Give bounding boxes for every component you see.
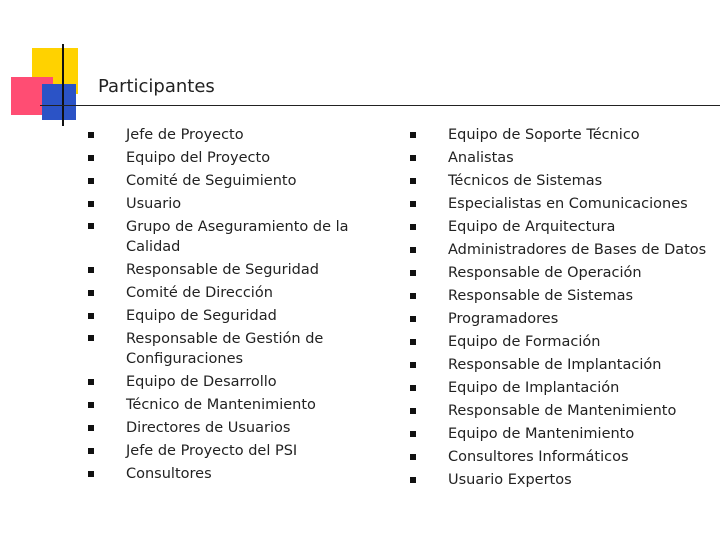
list-item: Equipo de Arquitectura [410,216,710,239]
slide-logo-decoration [0,0,120,130]
square-bullet-icon [410,270,416,276]
square-bullet-icon [88,201,94,207]
list-item: Grupo de Aseguramiento de la Calidad [88,216,358,259]
list-item: Equipo de Mantenimiento [410,423,710,446]
list-item: Analistas [410,147,710,170]
list-item: Responsable de Implantación [410,354,710,377]
square-bullet-icon [410,454,416,460]
right-participant-list [410,124,710,492]
list-item: Administradores de Bases de Datos [410,239,710,262]
logo-blue-square [42,84,76,120]
list-item: Directores de Usuarios [88,417,358,440]
list-item: Comité de Dirección [88,282,358,305]
square-bullet-icon [410,247,416,253]
list-item: Responsable de Mantenimiento [410,400,710,423]
list-item: Equipo de Formación [410,331,710,354]
square-bullet-icon [88,425,94,431]
square-bullet-icon [410,362,416,368]
square-bullet-icon [88,335,94,341]
square-bullet-icon [410,339,416,345]
list-item: Responsable de Sistemas [410,285,710,308]
logo-vertical-line [62,44,64,126]
square-bullet-icon [410,155,416,161]
square-bullet-icon [88,223,94,229]
list-item: Equipo de Seguridad [88,305,358,328]
square-bullet-icon [410,385,416,391]
list-item: Equipo de Implantación [410,377,710,400]
slide-title: Participantes [98,76,215,97]
square-bullet-icon [88,178,94,184]
list-item: Jefe de Proyecto [88,124,358,147]
square-bullet-icon [88,448,94,454]
left-participant-list [88,124,358,486]
square-bullet-icon [88,402,94,408]
list-item: Responsable de Gestión de Configuraciones [88,328,358,371]
list-item: Comité de Seguimiento [88,170,358,193]
square-bullet-icon [410,477,416,483]
square-bullet-icon [410,201,416,207]
square-bullet-icon [88,132,94,138]
list-item: Equipo de Soporte Técnico [410,124,710,147]
square-bullet-icon [410,316,416,322]
square-bullet-icon [410,178,416,184]
square-bullet-icon [410,224,416,230]
list-item: Equipo de Desarrollo [88,371,358,394]
list-item: Jefe de Proyecto del PSI [88,440,358,463]
square-bullet-icon [410,132,416,138]
list-item: Técnico de Mantenimiento [88,394,358,417]
list-item: Equipo del Proyecto [88,147,358,170]
list-item: Especialistas en Comunicaciones [410,193,710,216]
square-bullet-icon [88,379,94,385]
list-item: Responsable de Operación [410,262,710,285]
list-item: Técnicos de Sistemas [410,170,710,193]
square-bullet-icon [88,267,94,273]
list-item: Consultores Informáticos [410,446,710,469]
list-item: Usuario Expertos [410,469,710,492]
list-item: Usuario [88,193,358,216]
square-bullet-icon [410,408,416,414]
square-bullet-icon [88,313,94,319]
list-item: Consultores [88,463,358,486]
list-item: Programadores [410,308,710,331]
list-item: Responsable de Seguridad [88,259,358,282]
square-bullet-icon [88,155,94,161]
square-bullet-icon [88,290,94,296]
square-bullet-icon [88,471,94,477]
title-underline [40,105,720,106]
square-bullet-icon [410,293,416,299]
square-bullet-icon [410,431,416,437]
